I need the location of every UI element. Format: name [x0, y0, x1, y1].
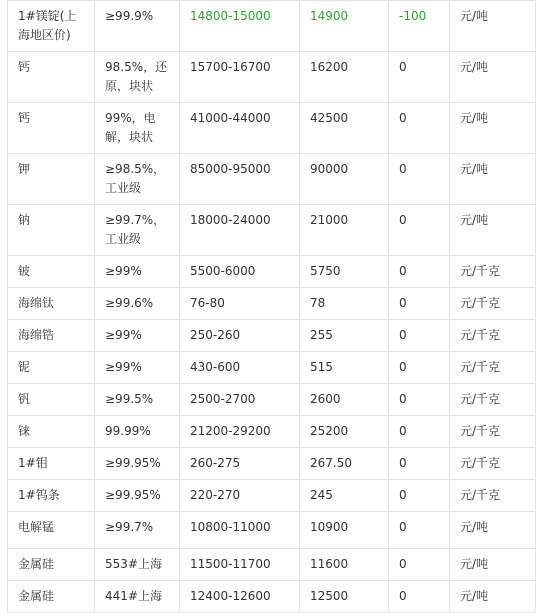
price-range-cell: 430-600	[180, 352, 300, 384]
table-row	[8, 154, 536, 205]
unit-cell: 元/千克	[450, 288, 536, 320]
average-price-cell: 255	[300, 320, 389, 352]
price-range-cell: 250-260	[180, 320, 300, 352]
unit-cell: 元/吨	[450, 103, 536, 154]
average-price-cell: 2600	[300, 384, 389, 416]
metal-name-cell: 钾	[8, 154, 95, 205]
spec-cell: 441#上海	[95, 581, 180, 613]
unit-cell: 元/千克	[450, 384, 536, 416]
table-row	[8, 416, 536, 448]
unit-cell: 元/千克	[450, 256, 536, 288]
price-range-cell: 220-270	[180, 480, 300, 512]
table-row	[8, 320, 536, 352]
price-change-cell: 0	[389, 52, 450, 103]
table-row	[8, 288, 536, 320]
unit-cell: 元/千克	[450, 416, 536, 448]
price-range-cell: 5500-6000	[180, 256, 300, 288]
unit-cell: 元/吨	[450, 52, 536, 103]
spec-cell: ≥99.6%	[95, 288, 180, 320]
spec-cell: ≥99.5%	[95, 384, 180, 416]
price-range-cell: 10800-11000	[180, 512, 300, 549]
metal-name-cell: 钒	[8, 384, 95, 416]
unit-cell: 元/千克	[450, 352, 536, 384]
unit-cell: 元/千克	[450, 320, 536, 352]
table-row	[8, 581, 536, 613]
metal-name-cell: 钠	[8, 205, 95, 256]
price-change-cell: 0	[389, 512, 450, 549]
unit-cell: 元/千克	[450, 448, 536, 480]
price-change-cell: 0	[389, 448, 450, 480]
spec-cell: 99.99%	[95, 416, 180, 448]
price-change-cell: -100	[389, 1, 450, 52]
metal-name-cell: 金属硅	[8, 581, 95, 613]
table-row	[8, 480, 536, 512]
table-row	[8, 205, 536, 256]
spec-cell: 99%，电解，块状	[95, 103, 180, 154]
unit-cell: 元/吨	[450, 549, 536, 581]
metal-name-cell: 铌	[8, 352, 95, 384]
unit-cell: 元/吨	[450, 205, 536, 256]
average-price-cell: 11600	[300, 549, 389, 581]
price-change-cell: 0	[389, 352, 450, 384]
price-change-cell: 0	[389, 384, 450, 416]
table-row	[8, 512, 536, 549]
spec-cell: ≥99%	[95, 352, 180, 384]
price-change-cell: 0	[389, 154, 450, 205]
table-row	[8, 448, 536, 480]
average-price-cell: 78	[300, 288, 389, 320]
price-change-cell: 0	[389, 205, 450, 256]
table-row	[8, 103, 536, 154]
average-price-cell: 5750	[300, 256, 389, 288]
unit-cell: 元/吨	[450, 581, 536, 613]
price-range-cell: 14800-15000	[180, 1, 300, 52]
price-range-cell: 11500-11700	[180, 549, 300, 581]
price-change-cell: 0	[389, 416, 450, 448]
average-price-cell: 10900	[300, 512, 389, 549]
price-range-cell: 85000-95000	[180, 154, 300, 205]
price-table-body	[8, 1, 536, 613]
spec-cell: ≥99.7%	[95, 512, 180, 549]
spec-cell: ≥99.95%	[95, 480, 180, 512]
price-range-cell: 41000-44000	[180, 103, 300, 154]
metal-name-cell: 铍	[8, 256, 95, 288]
average-price-cell: 25200	[300, 416, 389, 448]
metal-name-cell: 电解锰	[8, 512, 95, 549]
average-price-cell: 21000	[300, 205, 389, 256]
spec-cell: ≥98.5%，工业级	[95, 154, 180, 205]
price-change-cell: 0	[389, 256, 450, 288]
metal-name-cell: 钙	[8, 103, 95, 154]
average-price-cell: 12500	[300, 581, 389, 613]
price-change-cell: 0	[389, 581, 450, 613]
spec-cell: ≥99.7%，工业级	[95, 205, 180, 256]
price-change-cell: 0	[389, 480, 450, 512]
price-range-cell: 2500-2700	[180, 384, 300, 416]
price-change-cell: 0	[389, 320, 450, 352]
average-price-cell: 267.50	[300, 448, 389, 480]
average-price-cell: 42500	[300, 103, 389, 154]
metal-name-cell: 海绵锆	[8, 320, 95, 352]
price-table	[7, 0, 536, 613]
spec-cell: ≥99.9%	[95, 1, 180, 52]
unit-cell: 元/吨	[450, 154, 536, 205]
metal-name-cell: 海绵钛	[8, 288, 95, 320]
price-change-cell: 0	[389, 549, 450, 581]
metal-name-cell: 1#钼	[8, 448, 95, 480]
price-change-cell: 0	[389, 103, 450, 154]
spec-cell: 98.5%，还原，块状	[95, 52, 180, 103]
unit-cell: 元/吨	[450, 512, 536, 549]
table-row	[8, 384, 536, 416]
price-range-cell: 12400-12600	[180, 581, 300, 613]
spec-cell: ≥99.95%	[95, 448, 180, 480]
spec-cell: ≥99%	[95, 256, 180, 288]
spec-cell: 553#上海	[95, 549, 180, 581]
price-range-cell: 15700-16700	[180, 52, 300, 103]
metal-name-cell: 钙	[8, 52, 95, 103]
average-price-cell: 245	[300, 480, 389, 512]
table-row	[8, 1, 536, 52]
metal-name-cell: 金属硅	[8, 549, 95, 581]
spec-cell: ≥99%	[95, 320, 180, 352]
price-change-cell: 0	[389, 288, 450, 320]
metal-name-cell: 1#镁锭(上海地区价)	[8, 1, 95, 52]
average-price-cell: 515	[300, 352, 389, 384]
table-row	[8, 352, 536, 384]
table-row	[8, 549, 536, 581]
price-range-cell: 76-80	[180, 288, 300, 320]
price-range-cell: 18000-24000	[180, 205, 300, 256]
average-price-cell: 14900	[300, 1, 389, 52]
price-range-cell: 260-275	[180, 448, 300, 480]
metal-name-cell: 1#钨条	[8, 480, 95, 512]
metal-name-cell: 铼	[8, 416, 95, 448]
average-price-cell: 16200	[300, 52, 389, 103]
average-price-cell: 90000	[300, 154, 389, 205]
unit-cell: 元/吨	[450, 1, 536, 52]
price-range-cell: 21200-29200	[180, 416, 300, 448]
table-row	[8, 256, 536, 288]
unit-cell: 元/千克	[450, 480, 536, 512]
table-row	[8, 52, 536, 103]
